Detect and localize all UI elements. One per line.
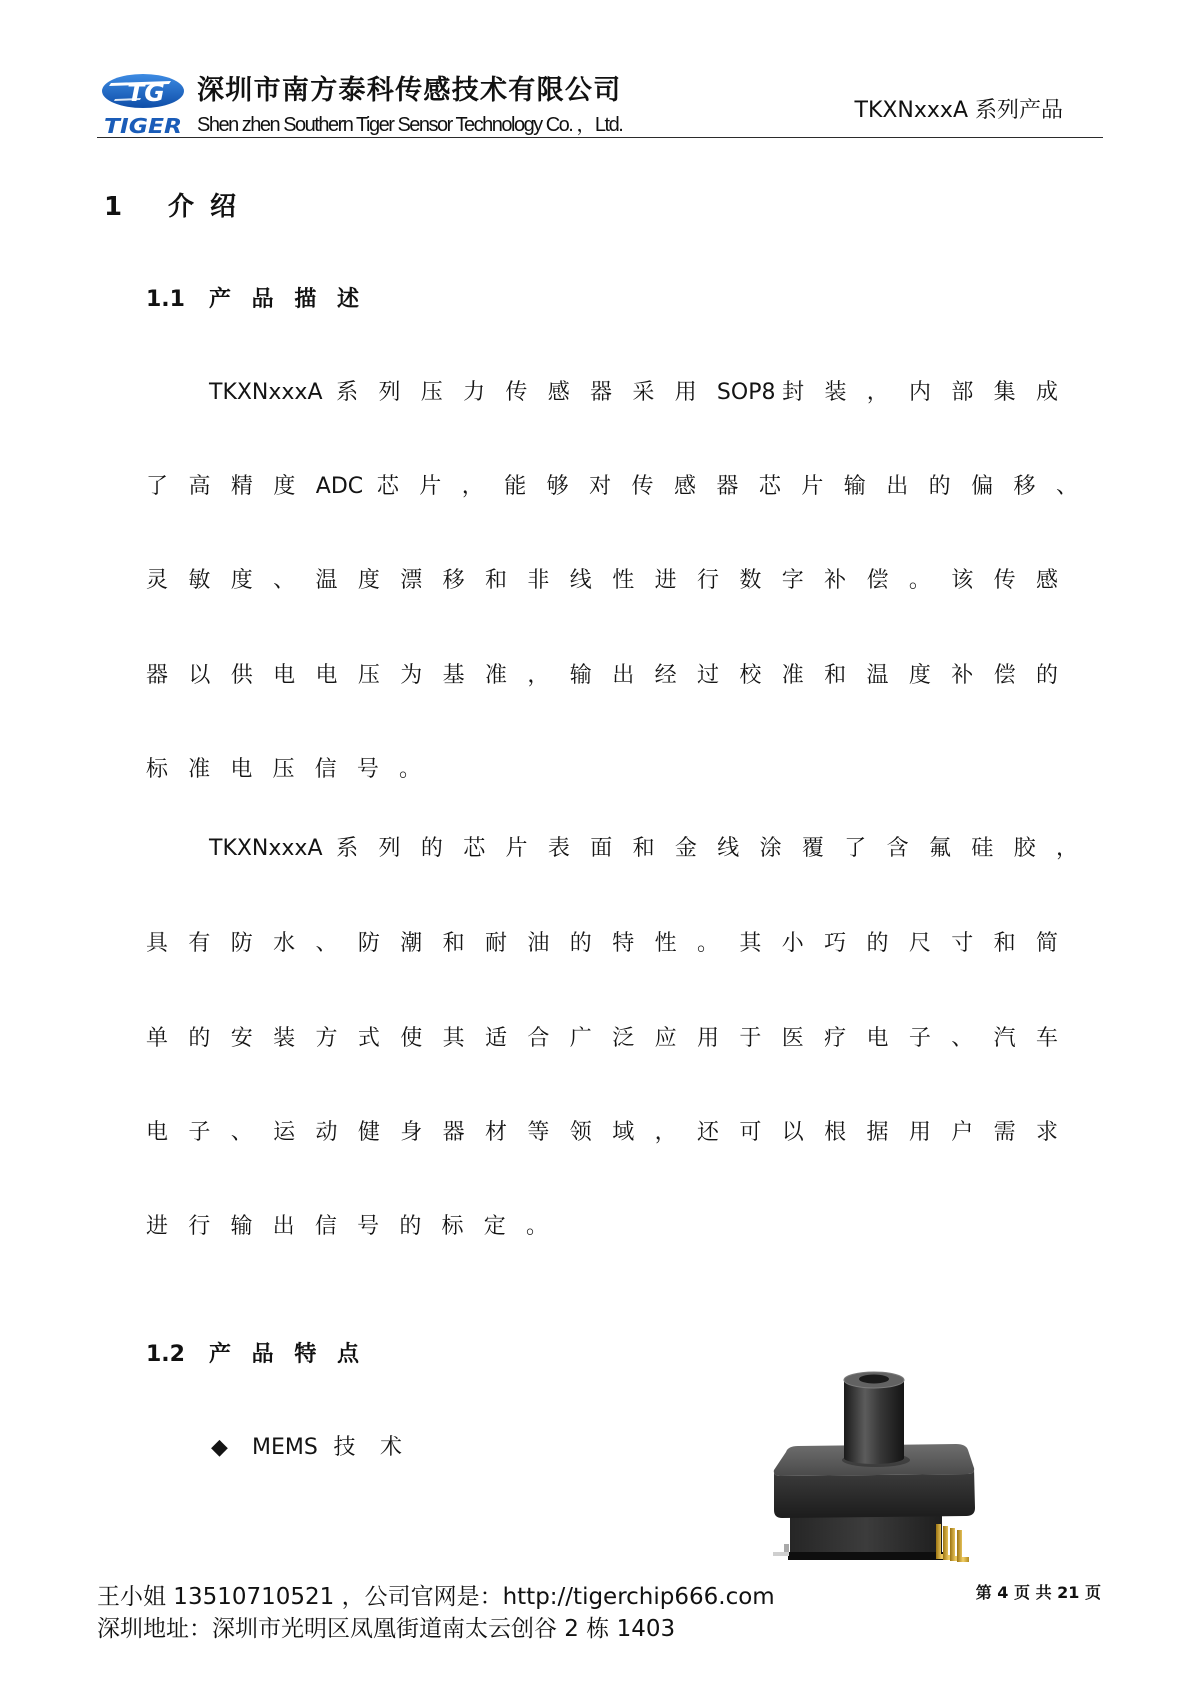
company-name-en: Shen zhen Southern Tiger Sensor Technology Co. ，Ltd. <box>197 114 623 136</box>
sensor-left-pins <box>773 1544 789 1556</box>
paragraph-line: TKXNxxxA 系 列 压 力 传 感 器 采 用 SOP8封 装 ， 内 部 集 成 <box>209 380 1058 405</box>
footer-address: 深圳地址：深圳市光明区凤凰街道南太云创谷 2 栋 1403 <box>97 1616 676 1642</box>
header-divider <box>97 137 1103 138</box>
paragraph-line: 具 有 防 水 、 防 潮 和 耐 油 的 特 性 。 其 小 巧 的 尺 寸 和 简 <box>146 931 1058 956</box>
pressure-sensor-icon <box>770 1368 980 1568</box>
company-name-cn: 深圳市南方泰科传感技术有限公司 <box>197 75 622 106</box>
section-1-2-title: 产 品 特 点 <box>209 1342 359 1367</box>
section-1-1-title: 产 品 描 述 <box>209 287 359 312</box>
diamond-bullet-icon: ◆ <box>211 1435 228 1460</box>
section-1-title: 介 绍 <box>168 192 236 222</box>
feature-item: MEMS 技 术 <box>252 1435 402 1460</box>
paragraph-line: 器 以 供 电 电 压 为 基 准 ， 输 出 经 过 校 准 和 温 度 补 偿 的 <box>146 663 1058 688</box>
sensor-port-tube <box>842 1372 910 1467</box>
paragraph-line: 单 的 安 装 方 式 使 其 适 合 广 泛 应 用 于 医 疗 电 子 、 汽 车 <box>146 1026 1058 1051</box>
section-1-number: 1 <box>104 192 123 222</box>
page-number: 第 4 页 共 21 页 <box>975 1583 1101 1602</box>
product-image <box>770 1368 980 1568</box>
paragraph-line: 进 行 输 出 信 号 的 标 定 。 <box>146 1214 548 1239</box>
footer-contact: 王小姐 13510710521 ，公司官网是：http://tigerchip666.com <box>97 1584 775 1610</box>
series-label: TKXNxxxA 系列产品 <box>854 98 1063 123</box>
paragraph-line: TKXNxxxA 系 列 的 芯 片 表 面 和 金 线 涂 覆 了 含 氟 硅 胶 ， <box>209 836 1078 861</box>
paragraph-line: 标 准 电 压 信 号 。 <box>146 757 421 782</box>
section-1-2-number: 1.2 <box>146 1342 185 1367</box>
logo-mark-text: TG <box>127 78 165 107</box>
paragraph-line: 电 子 、 运 动 健 身 器 材 等 领 域 ， 还 可 以 根 据 用 户 需 求 <box>146 1120 1058 1145</box>
section-1-1-number: 1.1 <box>146 287 185 312</box>
logo-wordmark: TIGER <box>104 114 182 138</box>
paragraph-line: 灵 敏 度 、 温 度 漂 移 和 非 线 性 进 行 数 字 补 偿 。 该 传 感 <box>146 568 1058 593</box>
company-logo <box>101 72 191 138</box>
sensor-lower-body <box>788 1514 944 1560</box>
tiger-logo-icon <box>101 72 191 138</box>
paragraph-line: 了 高 精 度 ADC 芯 片 ， 能 够 对 传 感 器 芯 片 输 出 的 偏 移 、 <box>146 474 1078 499</box>
sensor-gold-pins <box>936 1524 969 1562</box>
